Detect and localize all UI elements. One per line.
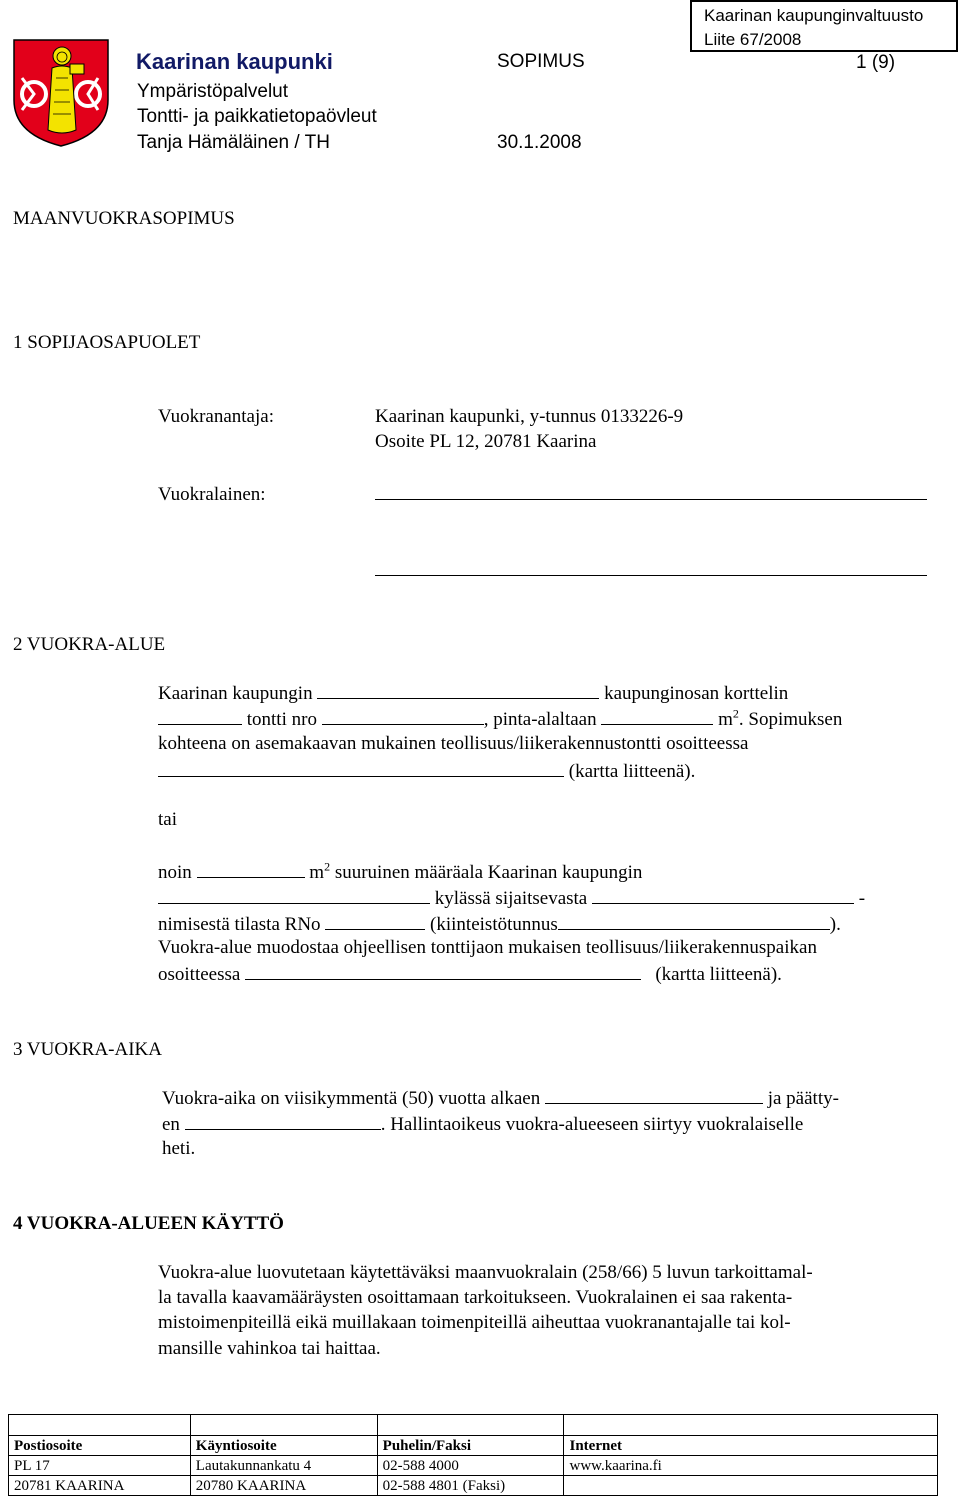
footer-contact-table bbox=[8, 1414, 938, 1496]
footer-cell bbox=[564, 1415, 938, 1436]
text: . Hallintaoikeus vuokra-alueeseen siirtyy vuokralaiselle bbox=[380, 1114, 804, 1135]
area-line-2 bbox=[158, 706, 842, 732]
start-date-blank[interactable] bbox=[545, 1085, 763, 1104]
text: , pinta-alaltaan bbox=[483, 709, 597, 730]
section-2-heading: 2 VUOKRA-ALUE bbox=[13, 634, 166, 655]
estate-name-blank[interactable] bbox=[592, 885, 854, 904]
text: Kaarinan kaupungin bbox=[158, 683, 313, 704]
area-alt-line-4: Vuokra-alue muodostaa ohjeellisen tonttijaon mukaisen teollisuus/liikerakennuspaikan bbox=[158, 937, 817, 958]
term-line-1 bbox=[162, 1085, 839, 1111]
text: en bbox=[162, 1114, 180, 1135]
coat-of-arms-logo bbox=[12, 38, 110, 148]
lessee-label: Vuokralainen: bbox=[158, 484, 266, 505]
text: m bbox=[309, 862, 325, 883]
rno-blank[interactable] bbox=[325, 911, 425, 930]
doc-type: SOPIMUS bbox=[497, 51, 585, 72]
area-line-3: kohteena on asemakaavan mukainen teollisuus/liikerakennustontti osoitteessa bbox=[158, 733, 749, 754]
text: (kartta liitteenä). bbox=[568, 761, 696, 782]
footer-website-link[interactable]: www.kaarina.fi bbox=[564, 1456, 938, 1476]
block-blank[interactable] bbox=[158, 706, 242, 725]
text: ja päätty- bbox=[767, 1088, 839, 1109]
text: (kartta liitteenä). bbox=[655, 964, 782, 985]
footer-header-postal: Postiosoite bbox=[9, 1436, 191, 1456]
usage-line-1: Vuokra-alue luovutetaan käytettäväksi maanvuokralain (258/66) 5 luvun tarkoittamal- bbox=[158, 1262, 813, 1283]
text: m bbox=[718, 709, 733, 730]
area-alt-line-2 bbox=[158, 885, 865, 911]
footer-postal-code: 20781 KAARINA bbox=[9, 1476, 191, 1496]
text: ). bbox=[829, 914, 841, 935]
footer-header-visit: Käyntiosoite bbox=[190, 1436, 377, 1456]
footer-visit-code: 20780 KAARINA bbox=[190, 1476, 377, 1496]
footer-cell bbox=[377, 1415, 564, 1436]
footer-header-internet: Internet bbox=[564, 1436, 938, 1456]
doc-date: 30.1.2008 bbox=[497, 132, 582, 153]
author: Tanja Hämäläinen / TH bbox=[137, 132, 330, 153]
text: kaupunginosan korttelin bbox=[604, 683, 789, 704]
district-blank[interactable] bbox=[317, 680, 599, 699]
document-title: MAANVUOKRASOPIMUS bbox=[13, 208, 235, 229]
address-blank[interactable] bbox=[158, 758, 564, 777]
footer-postal-box: PL 17 bbox=[9, 1456, 191, 1476]
area-alt-line-3 bbox=[158, 911, 841, 937]
department: Ympäristöpalvelut bbox=[137, 81, 289, 102]
property-id-blank[interactable] bbox=[558, 911, 830, 930]
appendix-number: Liite 67/2008 bbox=[704, 30, 802, 49]
unit-name: Tontti- ja paikkatietopaövleut bbox=[137, 106, 377, 127]
usage-line-3: mistoimenpiteillä eikä muillakaan toimenpiteillä aiheuttaa vuokranantajalle tai kol- bbox=[158, 1312, 791, 1333]
lessor-address: Osoite PL 12, 20781 Kaarina bbox=[375, 431, 597, 452]
or-word: tai bbox=[158, 809, 177, 830]
usage-line-2: la tavalla kaavamääräysten osoittamaan tarkoitukseen. Vuokralainen ei saa rakenta- bbox=[158, 1287, 793, 1308]
council-appendix-box bbox=[690, 0, 958, 52]
text: osoitteessa bbox=[158, 964, 241, 985]
page-number: 1 (9) bbox=[856, 52, 896, 73]
usage-line-4: mansille vahinkoa tai haittaa. bbox=[158, 1338, 381, 1359]
footer-fax: 02-588 4801 (Faksi) bbox=[377, 1476, 564, 1496]
footer-phone: 02-588 4000 bbox=[377, 1456, 564, 1476]
text: suuruinen määräala Kaarinan kaupungin bbox=[334, 862, 643, 883]
superscript: 2 bbox=[324, 859, 331, 874]
text: . Sopimuksen bbox=[738, 709, 843, 730]
lessee-blank-line-2[interactable] bbox=[375, 575, 927, 576]
footer-header-phone: Puhelin/Faksi bbox=[377, 1436, 564, 1456]
end-date-blank[interactable] bbox=[185, 1111, 381, 1130]
lessor-name: Kaarinan kaupunki, y-tunnus 0133226-9 bbox=[375, 406, 684, 427]
lessee-blank-line-1[interactable] bbox=[375, 499, 927, 500]
footer-empty-cell bbox=[564, 1476, 938, 1496]
alt-address-blank[interactable] bbox=[245, 961, 641, 980]
footer-cell bbox=[190, 1415, 377, 1436]
section-3-heading: 3 VUOKRA-AIKA bbox=[13, 1039, 163, 1060]
term-line-3: heti. bbox=[162, 1138, 196, 1159]
text: Vuokra-aika on viisikymmentä (50) vuotta alkaen bbox=[162, 1088, 541, 1109]
section-4-heading: 4 VUOKRA-ALUEEN KÄYTTÖ bbox=[13, 1213, 284, 1234]
text: - bbox=[858, 888, 866, 909]
area-alt-line-1 bbox=[158, 859, 642, 885]
area-approx-blank[interactable] bbox=[197, 859, 305, 878]
council-name: Kaarinan kaupunginvaltuusto bbox=[704, 6, 924, 25]
text: noin bbox=[158, 862, 192, 883]
footer-cell bbox=[9, 1415, 191, 1436]
lessor-label: Vuokranantaja: bbox=[158, 406, 274, 427]
superscript: 2 bbox=[732, 706, 739, 721]
area-alt-line-5 bbox=[158, 961, 782, 987]
plot-number-blank[interactable] bbox=[322, 706, 484, 725]
text: kylässä sijaitsevasta bbox=[434, 888, 588, 909]
area-size-blank[interactable] bbox=[601, 706, 713, 725]
text: (kiinteistötunnus bbox=[430, 914, 558, 935]
organization-name: Kaarinan kaupunki bbox=[136, 49, 333, 74]
area-line-1 bbox=[158, 680, 788, 706]
footer-visit-street: Lautakunnankatu 4 bbox=[190, 1456, 377, 1476]
text: tontti nro bbox=[246, 709, 317, 730]
term-line-2 bbox=[162, 1111, 803, 1137]
village-blank[interactable] bbox=[158, 885, 430, 904]
text: nimisestä tilasta RNo bbox=[158, 914, 321, 935]
area-line-4 bbox=[158, 758, 695, 784]
section-1-heading: 1 SOPIJAOSAPUOLET bbox=[13, 332, 201, 353]
